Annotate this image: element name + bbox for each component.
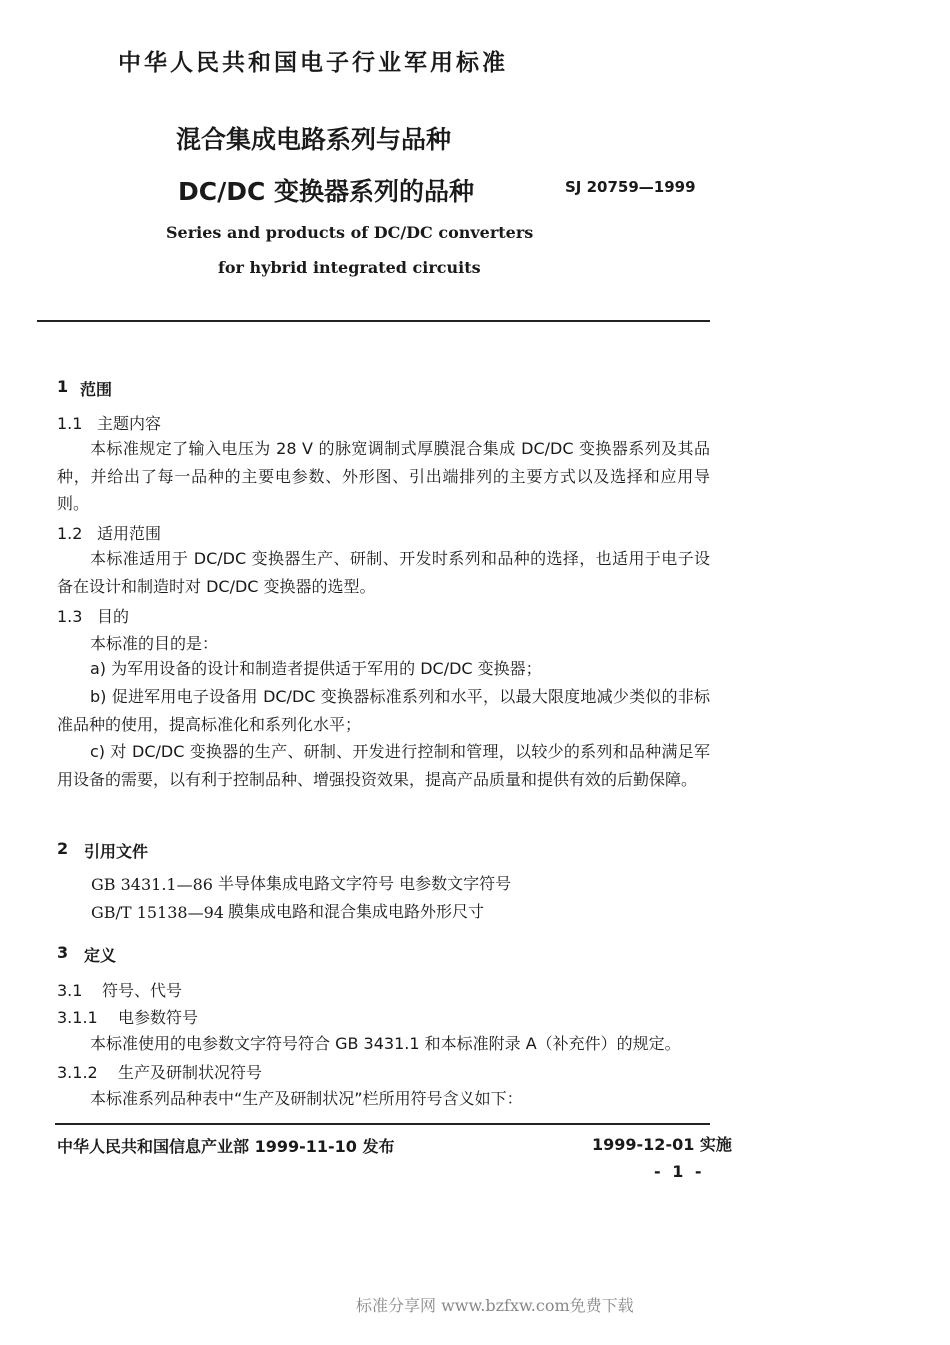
standard-category: 中华人民共和国电子行业军用标准 — [118, 50, 508, 76]
page-number: - 1 - — [654, 1162, 705, 1181]
section-1-3-title: 目的 — [97, 607, 130, 626]
section-3-1-2-title: 生产及研制状况符号 — [118, 1063, 263, 1082]
section-3-1-1-paragraph: 本标准使用的电参数文字符号符合 GB 3431.1 和本标准附录 A（补充件）的规定。 — [90, 1034, 681, 1053]
watermark: 标准分享网 www.bzfxw.com免费下载 — [356, 1296, 634, 1315]
section-1-3-number: 1.3 — [57, 607, 83, 626]
section-1-number: 1 — [57, 377, 69, 396]
standard-number: SJ 20759—1999 — [565, 178, 696, 196]
section-1-2-paragraph: 本标准适用于 DC/DC 变换器生产、研制、开发时系列和品种的选择，也适用于电子设备在设计和制造时对 DC/DC 变换器的选型。 — [57, 549, 710, 596]
header-divider — [37, 320, 710, 322]
section-1-3-item-a: a) 为军用设备的设计和制造者提供适于军用的 DC/DC 变换器； — [90, 659, 542, 678]
reference-1-code: GB 3431.1—86 — [91, 875, 213, 894]
section-3-1-2-number: 3.1.2 — [57, 1063, 98, 1082]
section-3-1-number: 3.1 — [57, 981, 83, 1000]
section-3-title: 定义 — [84, 946, 117, 965]
section-1-3-item-b: b) 促进军用电子设备用 DC/DC 变换器标准系列和水平，以最大限度地减少类似的非标准品种的使用，提高标准化和系列化水平； — [57, 687, 710, 734]
section-1-title: 范围 — [80, 380, 113, 399]
section-1-3-intro: 本标准的目的是： — [90, 634, 219, 653]
title-cn-line1: 混合集成电路系列与品种 — [176, 125, 452, 154]
reference-2-title: 膜集成电路和混合集成电路外形尺寸 — [228, 902, 485, 921]
section-1-2-title: 适用范围 — [97, 524, 162, 543]
section-3-1-1-title: 电参数符号 — [118, 1008, 199, 1027]
section-3-1-2-paragraph: 本标准系列品种表中“生产及研制状况”栏所用符号含义如下： — [90, 1089, 523, 1108]
section-1-3-item-c: c) 对 DC/DC 变换器的生产、研制、开发进行控制和管理，以较少的系列和品种满足军用设备的需要，以有利于控制品种、增强投资效果，提高产品质量和提供有效的后勤保障。 — [57, 742, 710, 789]
title-en-line2: for hybrid integrated circuits — [218, 258, 481, 277]
section-3-number: 3 — [57, 943, 69, 962]
section-2-title: 引用文件 — [84, 842, 149, 861]
section-1-1-title: 主题内容 — [97, 414, 162, 433]
section-1-1-number: 1.1 — [57, 414, 83, 433]
section-1-2-number: 1.2 — [57, 524, 83, 543]
title-en-line1: Series and products of DC/DC converters — [166, 223, 534, 242]
title-cn-line2: DC/DC 变换器系列的品种 — [178, 177, 475, 206]
publisher-line: 中华人民共和国信息产业部 1999-11-10 发布 — [57, 1137, 395, 1156]
section-2-number: 2 — [57, 839, 69, 858]
section-1-1-paragraph: 本标准规定了输入电压为 28 V 的脉宽调制式厚膜混合集成 DC/DC 变换器系列及其品种，并给出了每一品种的主要电参数、外形图、引出端排列的主要方式以及选择和应用导则。 — [57, 439, 710, 513]
reference-1-title: 半导体集成电路文字符号 电参数文字符号 — [218, 874, 512, 893]
section-3-1-1-number: 3.1.1 — [57, 1008, 98, 1027]
section-3-1-title: 符号、代号 — [102, 981, 183, 1000]
implementation-date: 1999-12-01 实施 — [592, 1135, 732, 1154]
footer-divider — [55, 1123, 710, 1125]
reference-2-code: GB/T 15138—94 — [91, 903, 224, 922]
